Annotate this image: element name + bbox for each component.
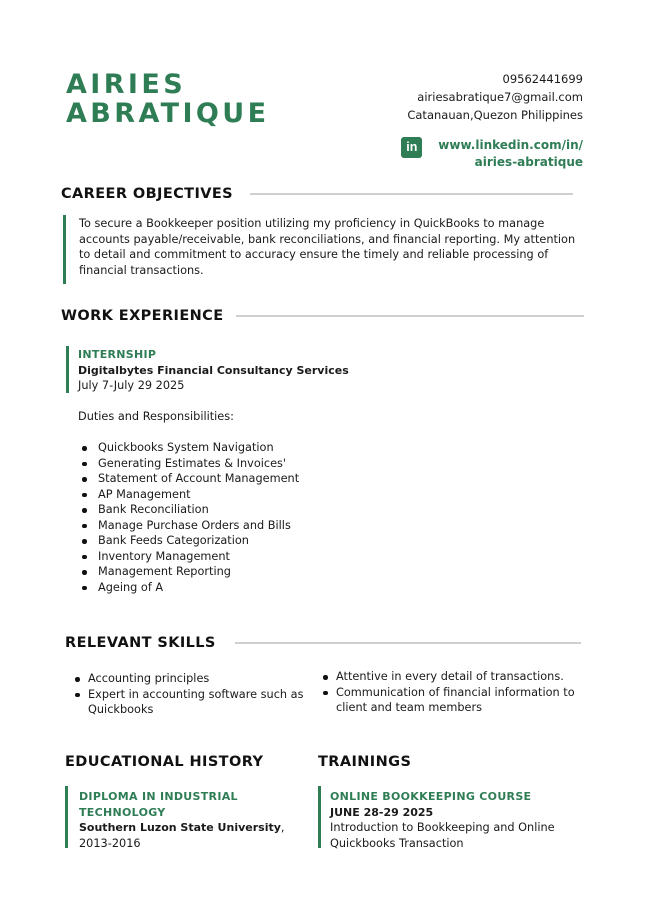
job-role: INTERNSHIP bbox=[78, 348, 157, 361]
section-divider bbox=[250, 193, 573, 195]
contact-block bbox=[407, 70, 583, 124]
company-name: Digitalbytes Financial Consultancy Services bbox=[78, 363, 349, 377]
relevant-skills-heading bbox=[65, 635, 581, 651]
training-entry-accent bbox=[318, 786, 321, 848]
first-name: AIRIES bbox=[66, 69, 187, 100]
training-description: Introduction to Bookkeeping and Online Quickbooks Transaction bbox=[330, 821, 555, 850]
training-entry bbox=[330, 789, 585, 851]
section-divider bbox=[235, 642, 581, 644]
duties-list bbox=[78, 440, 558, 595]
last-name: ABRATIQUE bbox=[66, 98, 270, 129]
list-item: Management Reporting bbox=[78, 564, 558, 580]
list-item: Accounting principles bbox=[74, 671, 306, 687]
career-objectives-title: CAREER OBJECTIVES bbox=[61, 186, 234, 202]
list-item: Bank Feeds Categorization bbox=[78, 533, 558, 549]
applicant-name bbox=[66, 70, 269, 128]
education-years: 2013-2016 bbox=[79, 836, 141, 850]
list-item: Attentive in every detail of transactions. bbox=[322, 669, 584, 685]
linkedin-url-line2: airies-abratique bbox=[474, 155, 583, 169]
section-divider bbox=[236, 315, 584, 317]
linkedin-url-line1: www.linkedin.com/in/ bbox=[438, 138, 583, 152]
training-dates: JUNE 28-29 2025 bbox=[330, 805, 434, 819]
duties-label: Duties and Responsibilities: bbox=[78, 409, 234, 423]
career-objectives-block bbox=[63, 215, 586, 284]
phone-number: 09562441699 bbox=[502, 72, 583, 86]
work-experience-heading bbox=[61, 308, 584, 324]
trainings-heading bbox=[318, 754, 411, 770]
education-entry bbox=[79, 789, 304, 851]
career-objectives-text: To secure a Bookkeeper position utilizing my proficiency in QuickBooks to manage accounts payable/receivable, bank reconciliations, and financial reporting. My attention to detail and commitment to accuracy ensure the timely and reliable processing of financial transactions. bbox=[79, 217, 576, 277]
list-item: Ageing of A bbox=[78, 580, 558, 596]
email-address: airiesabratique7@gmail.com bbox=[417, 90, 583, 104]
work-entry bbox=[78, 347, 558, 595]
job-dates: July 7-July 29 2025 bbox=[78, 379, 185, 393]
list-item: Quickbooks System Navigation bbox=[78, 440, 558, 456]
home-address: Catanauan,Quezon Philippines bbox=[407, 108, 583, 122]
school-line bbox=[79, 820, 304, 836]
linkedin-link[interactable] bbox=[401, 137, 583, 171]
linkedin-url[interactable] bbox=[438, 137, 583, 171]
list-item: Inventory Management bbox=[78, 549, 558, 565]
list-item: Generating Estimates & Invoices' bbox=[78, 456, 558, 472]
degree-line-2: TECHNOLOGY bbox=[79, 805, 166, 819]
education-heading bbox=[65, 754, 263, 770]
education-title: EDUCATIONAL HISTORY bbox=[65, 754, 264, 770]
school-suffix: , bbox=[280, 821, 285, 835]
degree-line-1: DIPLOMA IN INDUSTRIAL bbox=[79, 790, 238, 803]
career-objectives-heading bbox=[61, 186, 573, 202]
list-item: Communication of financial information to client and team members bbox=[322, 685, 584, 716]
trainings-title: TRAININGS bbox=[318, 754, 412, 770]
list-item: Manage Purchase Orders and Bills bbox=[78, 518, 558, 534]
linkedin-icon: in bbox=[401, 137, 422, 158]
work-experience-title: WORK EXPERIENCE bbox=[61, 308, 224, 324]
skills-list-left bbox=[74, 671, 306, 718]
list-item: Statement of Account Management bbox=[78, 471, 558, 487]
list-item: Bank Reconciliation bbox=[78, 502, 558, 518]
school-name: Southern Luzon State University bbox=[79, 821, 281, 835]
course-name: ONLINE BOOKKEEPING COURSE bbox=[330, 790, 532, 803]
list-item: Expert in accounting software such as Quickbooks bbox=[74, 687, 306, 718]
list-item: AP Management bbox=[78, 487, 558, 503]
skills-list-right bbox=[322, 669, 584, 716]
relevant-skills-title: RELEVANT SKILLS bbox=[65, 635, 216, 651]
work-entry-accent bbox=[66, 346, 69, 393]
education-entry-accent bbox=[65, 786, 68, 848]
